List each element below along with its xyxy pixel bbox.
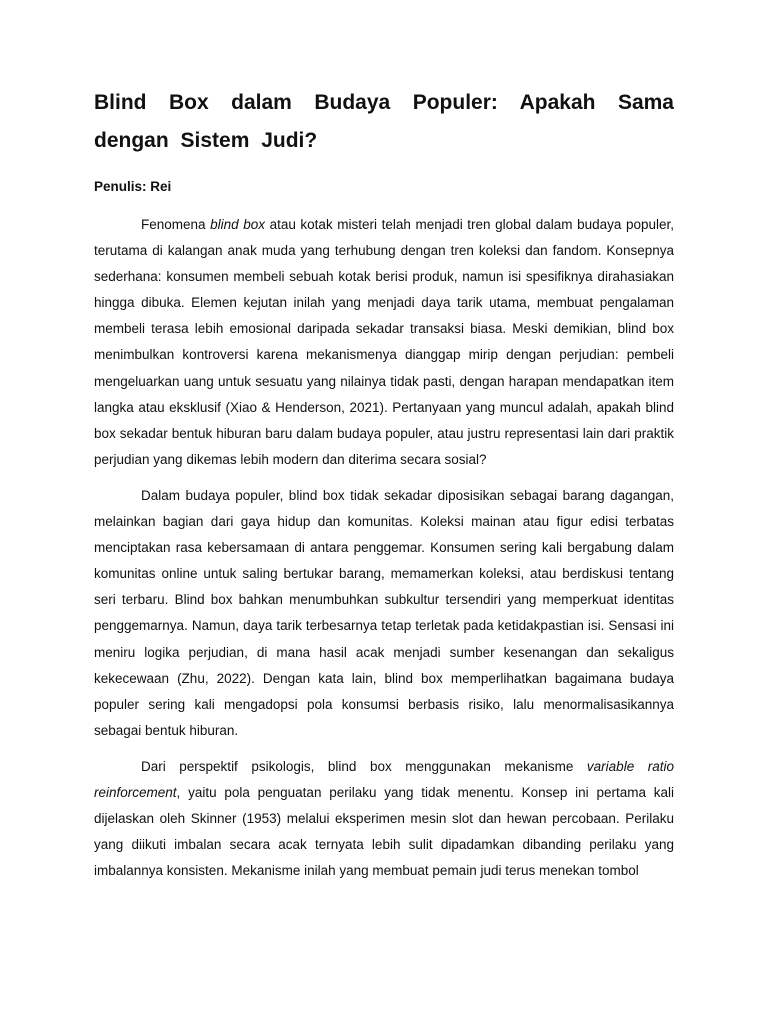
- article-body: [94, 212, 674, 884]
- text-run: Dari perspektif psikologis, blind box menggunakan mekanisme: [141, 758, 587, 774]
- text-run: Fenomena: [141, 217, 211, 232]
- italic-term: variable ratio reinforcement: [94, 758, 674, 800]
- paragraph-1: [94, 212, 674, 473]
- text-run: , yaitu pola penguatan perilaku yang tidak menentu. Konsep ini pertama kali dijelaskan oleh Skinner (1953) melalui eksperimen mesin slot dan hewan percobaan. Perilaku yang diikuti imbalan secara acak ternyata lebih sulit dipadamkan dibanding perilaku yang imbalannya konsisten. Mekanisme inilah yang membuat pemain judi terus menekan tombol: [94, 784, 674, 879]
- article-title: Blind Box dalam Budaya Populer: Apakah Sama dengan Sistem Judi?: [94, 91, 674, 152]
- text-run: Dalam budaya populer, blind box tidak sekadar diposisikan sebagai barang dagangan, melainkan bagian dari gaya hidup dan komunitas. Koleksi mainan atau figur edisi terbatas menciptakan rasa kebersamaan di antara penggemar. Konsumen sering kali bergabung dalam komunitas online untuk saling bertukar barang, memamerkan koleksi, atau berdiskusi tentang seri terbaru. Blind box bahkan menumbuhkan subkultur tersendiri yang memperkuat identitas penggemarnya. Namun, daya tarik terbesarnya tetap terletak pada ketidakpastian isi. Sensasi ini meniru logika perjudian, di mana hasil acak menjadi sumber kesenangan dan sekaligus kekecewaan (Zhu, 2022). Dengan kata lain, blind box memperlihatkan bagaimana budaya populer sering kali mengadopsi pola konsumsi berbasis risiko, lalu menormalisasikannya sebagai bentuk hiburan.: [94, 487, 674, 738]
- paragraph-3: [94, 754, 674, 884]
- italic-term: blind box: [210, 217, 265, 232]
- paragraph-2: [94, 483, 674, 744]
- text-run: atau kotak misteri telah menjadi tren global dalam budaya populer, terutama di kalangan anak muda yang terhubung dengan tren koleksi dan fandom. Konsepnya sederhana: konsumen membeli sebuah kotak berisi produk, namun isi spesifiknya dirahasiakan hingga dibuka. Elemen kejutan inilah yang menjadi daya tarik utama, membuat pengalaman membeli terasa lebih emosional daripada sekadar transaksi biasa. Meski demikian, blind box menimbulkan kontroversi karena mekanismenya dianggap mirip dengan perjudian: pembeli mengeluarkan uang untuk sesuatu yang nilainya tidak pasti, dengan harapan mendapatkan item langka atau eksklusif (Xiao & Henderson, 2021). Pertanyaan yang muncul adalah, apakah blind box sekadar bentuk hiburan baru dalam budaya populer, atau justru representasi lain dari praktik perjudian yang dikemas lebih modern dan diterima secara sosial?: [94, 217, 674, 467]
- article-author: Penulis: Rei: [94, 179, 172, 194]
